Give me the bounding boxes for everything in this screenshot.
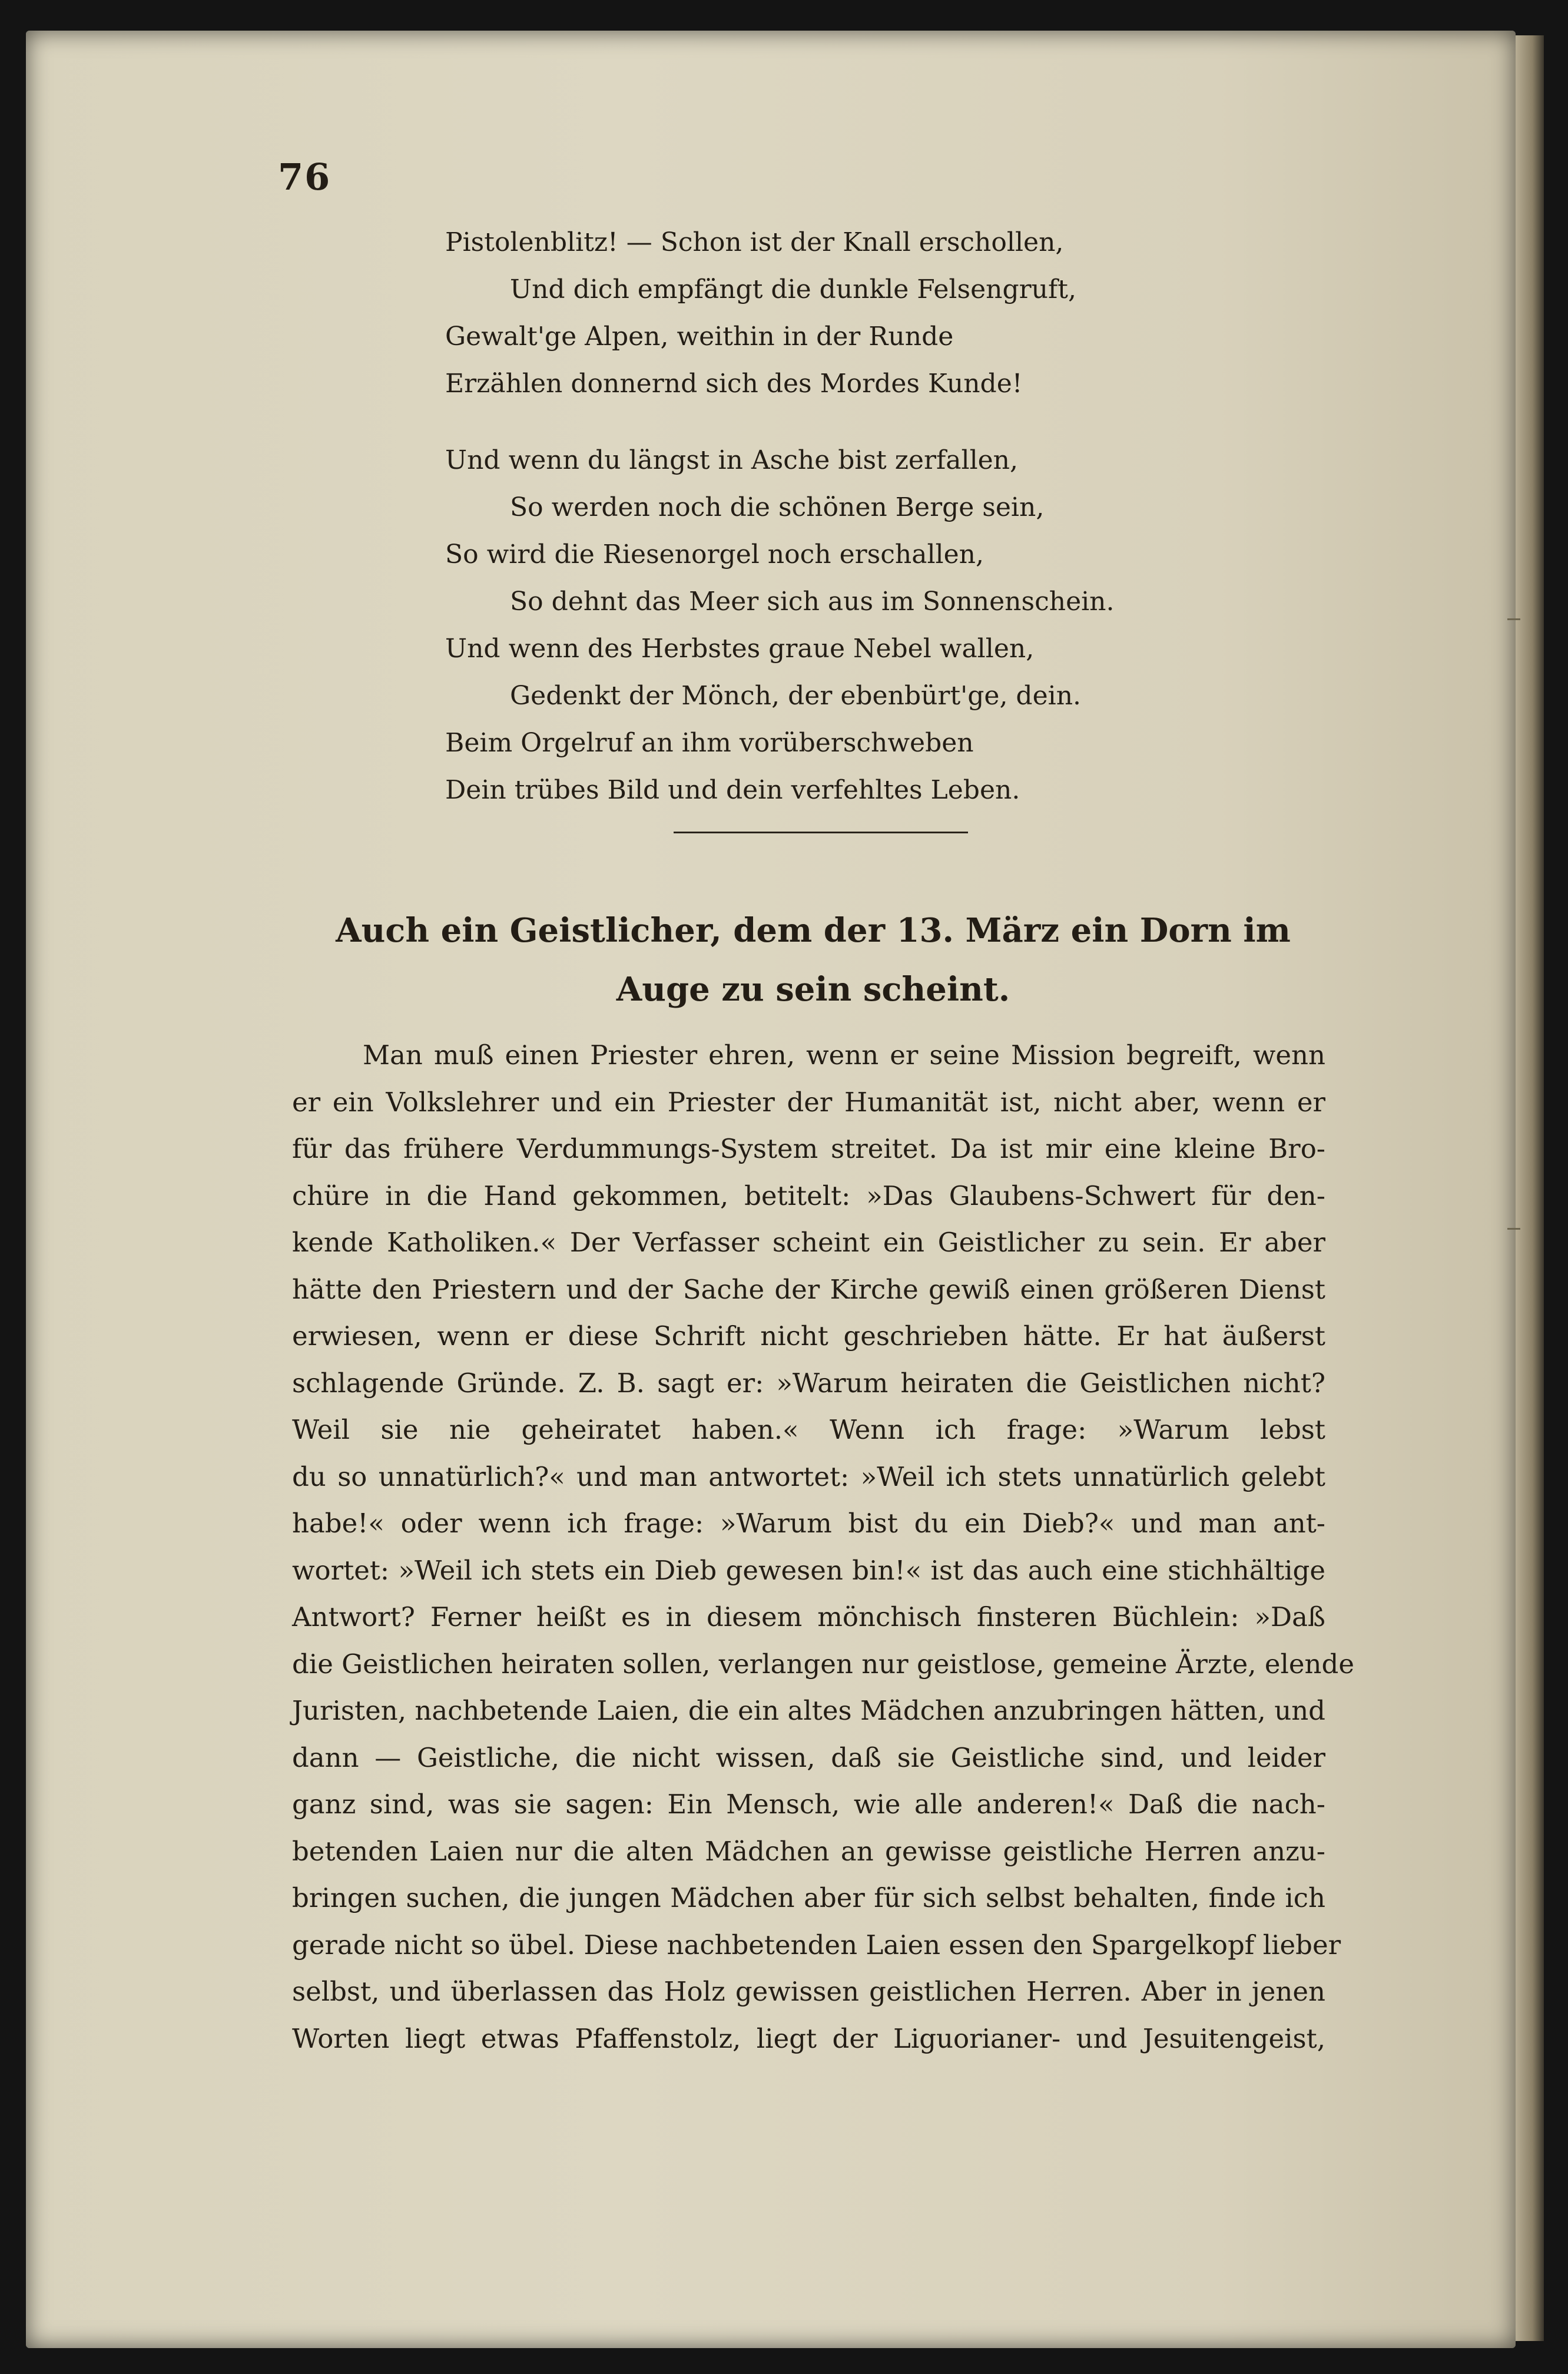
body-line: wortet: »Weil ich stets ein Dieb gewesen bin!« ist das auch eine stichhältige xyxy=(292,1554,1325,1586)
poem-line: So dehnt das Meer sich aus im Sonnenschein. xyxy=(510,587,1115,617)
article-title xyxy=(292,901,1334,1019)
body-line: kende Katholiken.« Der Verfasser scheint ein Geistlicher zu sein. Er aber xyxy=(292,1227,1325,1258)
poem-line: Erzählen donnernd sich des Mordes Kunde! xyxy=(445,369,1023,399)
body-line: Antwort? Ferner heißt es in diesem mönchisch finsteren Büchlein: »Daß xyxy=(292,1601,1325,1633)
poem-line: Und wenn des Herbstes graue Nebel wallen, xyxy=(445,634,1035,664)
body-line: ganz sind, was sie sagen: Ein Mensch, wie alle anderen!« Daß die nach- xyxy=(292,1789,1325,1820)
page-content xyxy=(26,31,1516,2348)
body-line: die Geistlichen heiraten sollen, verlangen nur geistlose, gemeine Ärzte, elende xyxy=(292,1648,1354,1680)
stanza-gap xyxy=(445,408,1328,437)
body-line: bringen suchen, die jungen Mädchen aber für sich selbst behalten, finde ich xyxy=(292,1882,1325,1913)
body-line: schlagende Gründe. Z. B. sagt er: »Warum heiraten die Geistlichen nicht? xyxy=(292,1367,1325,1399)
poem xyxy=(445,219,1328,814)
body-line: du so unnatürlich?« und man antwortet: »Weil ich stets unnatürlich gelebt xyxy=(292,1461,1325,1492)
body-line: selbst, und überlassen das Holz gewissen geistlichen Herren. Aber in jenen xyxy=(292,1976,1325,2007)
page-edge xyxy=(1516,35,1544,2341)
body-line: erwiesen, wenn er diese Schrift nicht geschrieben hätte. Er hat äußerst xyxy=(292,1320,1325,1352)
body-line: gerade nicht so übel. Diese nachbetenden Laien essen den Spargelkopf lieber xyxy=(292,1929,1341,1961)
poem-line: Und wenn du längst in Asche bist zerfallen, xyxy=(445,445,1019,475)
body-line: habe!« oder wenn ich frage: »Warum bist du ein Dieb?« und man ant- xyxy=(292,1508,1325,1539)
poem-line: Pistolenblitz! — Schon ist der Knall erschollen, xyxy=(445,227,1064,257)
article-title-line: Auch ein Geistlicher, dem der 13. März ein Dorn im xyxy=(336,911,1291,950)
poem-line: Und dich empfängt die dunkle Felsengruft, xyxy=(510,274,1076,304)
poem-line: So wird die Riesenorgel noch erschallen, xyxy=(445,539,984,570)
body-line: hätte den Priestern und der Sache der Kirche gewiß einen größeren Dienst xyxy=(292,1273,1325,1305)
page-number: 76 xyxy=(278,155,331,198)
body-line: für das frühere Verdummungs-System streitet. Da ist mir eine kleine Bro- xyxy=(292,1133,1325,1164)
body-line: er ein Volkslehrer und ein Priester der Humanität ist, nicht aber, wenn er xyxy=(292,1086,1325,1118)
body-line: Worten liegt etwas Pfaffenstolz, liegt der Liguorianer- und Jesuitengeist, xyxy=(292,2022,1325,2054)
body-line: dann — Geistliche, die nicht wissen, daß sie Geistliche sind, und leider xyxy=(292,1741,1325,1773)
poem-line: Beim Orgelruf an ihm vorüberschweben xyxy=(445,728,974,758)
poem-line: Gewalt'ge Alpen, weithin in der Runde xyxy=(445,322,954,352)
body-line: chüre in die Hand gekommen, betitelt: »Das Glaubens-Schwert für den- xyxy=(292,1180,1325,1211)
poem-line: Gedenkt der Mönch, der ebenbürt'ge, dein. xyxy=(510,681,1082,711)
poem-line: So werden noch die schönen Berge sein, xyxy=(510,492,1045,522)
body-line: Weil sie nie geheiratet haben.« Wenn ich frage: »Warum lebst xyxy=(292,1414,1325,1445)
section-divider xyxy=(674,832,968,833)
poem-line: Dein trübes Bild und dein verfehltes Leben. xyxy=(445,775,1020,805)
body-line: Juristen, nachbetende Laien, die ein altes Mädchen anzubringen hätten, und xyxy=(292,1695,1325,1726)
article-body xyxy=(292,1032,1354,2062)
body-line: Man muß einen Priester ehren, wenn er seine Mission begreift, wenn xyxy=(363,1039,1325,1071)
body-line: betenden Laien nur die alten Mädchen an gewisse geistliche Herren anzu- xyxy=(292,1835,1325,1867)
article-title-line: Auge zu sein scheint. xyxy=(616,970,1010,1009)
